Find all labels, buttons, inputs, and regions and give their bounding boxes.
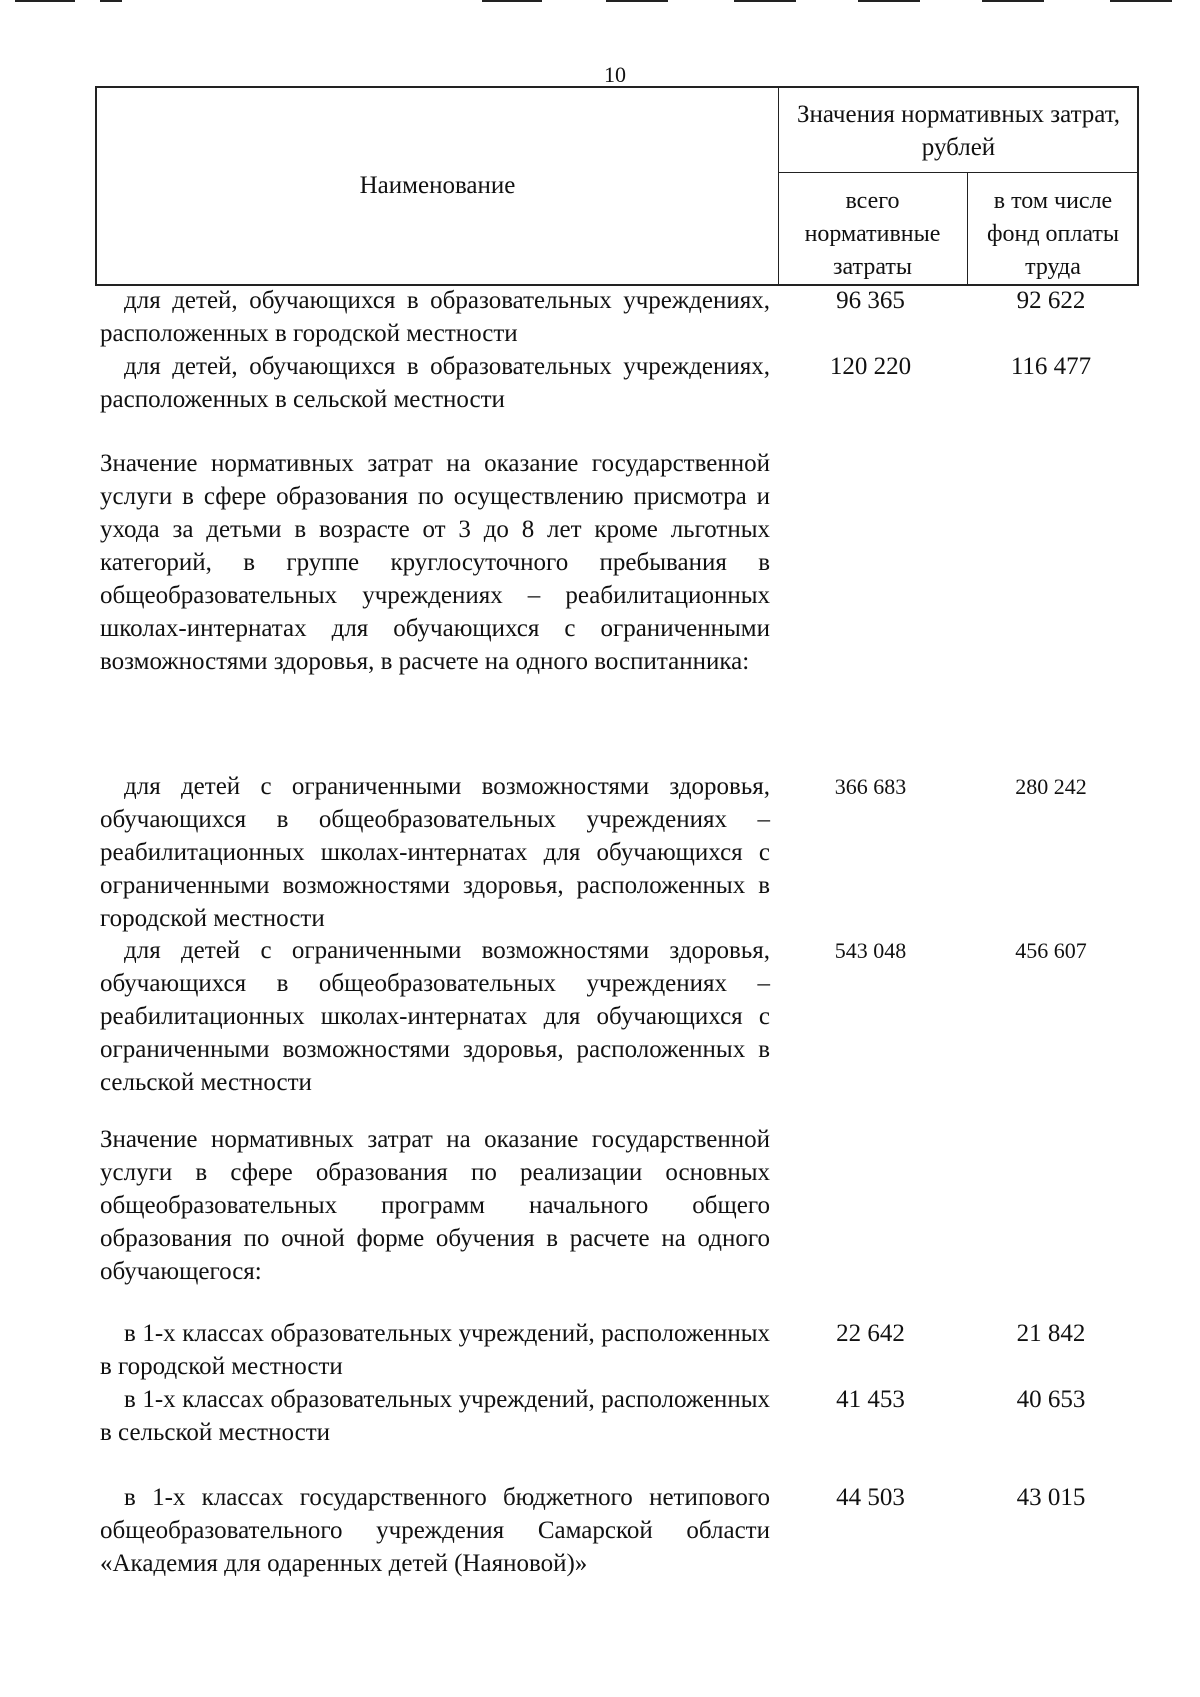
- row-description: в 1-х классах образовательных учреждений, расположенных в сельской местности: [100, 1386, 770, 1446]
- row-total-value: 96 365: [836, 287, 905, 314]
- header-total: всего нормативные затраты: [804, 188, 941, 280]
- row-description: для детей с ограниченными возможностями здоровья, обучающихся в общеобразовательных учреждениях – реабилитационных школах-интернатах для обучающихся с ограниченными возможностями здоровья, расположенных в городской местности: [100, 773, 770, 932]
- row-description: в 1-х классах государственного бюджетного нетипового общеобразовательного учреждения Самарской области «Академия для одаренных детей (Наяновой)»: [100, 1484, 770, 1577]
- header-values-group: Значения нормативных затрат, рублей: [796, 101, 1121, 161]
- row-total-value: 543 048: [834, 938, 907, 963]
- row-description: для детей, обучающихся в образовательных учреждениях, расположенных в сельской местности: [100, 353, 770, 413]
- row-wage-value: 456 607: [1015, 938, 1087, 963]
- section-heading: Значение нормативных затрат на оказание государственной услуги в сфере образования по реализации основных общеобразовательных программ начального общего образования по очной форме обучения в расчете на одного обучающегося:: [100, 1126, 770, 1285]
- row-wage-value: 116 477: [1010, 353, 1092, 380]
- row-description: для детей с ограниченными возможностями здоровья, обучающихся в общеобразовательных учреждениях – реабилитационных школах-интернатах для обучающихся с ограниченными возможностями здоровья, расположенных в сельской местности: [100, 937, 770, 1096]
- row-description: в 1-х классах образовательных учреждений, расположенных в городской местности: [100, 1320, 770, 1380]
- row-total-value: 44 503: [836, 1484, 905, 1511]
- row-wage-value: 21 842: [1016, 1320, 1086, 1347]
- table-header: [95, 86, 1139, 286]
- header-divider: [778, 172, 1137, 173]
- page-number: 10: [604, 62, 626, 87]
- row-total-value: 120 220: [829, 353, 912, 380]
- row-description: для детей, обучающихся в образовательных учреждениях, расположенных в городской местности: [100, 287, 770, 347]
- row-wage-value: 40 653: [1016, 1386, 1086, 1413]
- top-scan-marks: [0, 0, 1200, 6]
- row-total-value: 22 642: [836, 1320, 905, 1347]
- row-total-value: 41 453: [836, 1386, 905, 1413]
- header-wage-fund: в том числе фонд оплаты труда: [986, 188, 1120, 280]
- row-wage-value: 280 242: [1015, 774, 1087, 799]
- row-wage-value: 92 622: [1016, 287, 1086, 314]
- row-wage-value: 43 015: [1016, 1484, 1086, 1511]
- row-total-value: 366 683: [834, 774, 907, 799]
- section-heading: Значение нормативных затрат на оказание государственной услуги в сфере образования по осуществлению присмотра и ухода за детьми в возрасте от 3 до 8 лет кроме льготных категорий, в группе круглосуточного пребывания в общеобразовательных учреждениях – реабилитационных школах-интернатах для обучающихся с ограниченными возможностями здоровья, в расчете на одного воспитанника:: [100, 450, 770, 675]
- header-name: Наименование: [359, 172, 516, 199]
